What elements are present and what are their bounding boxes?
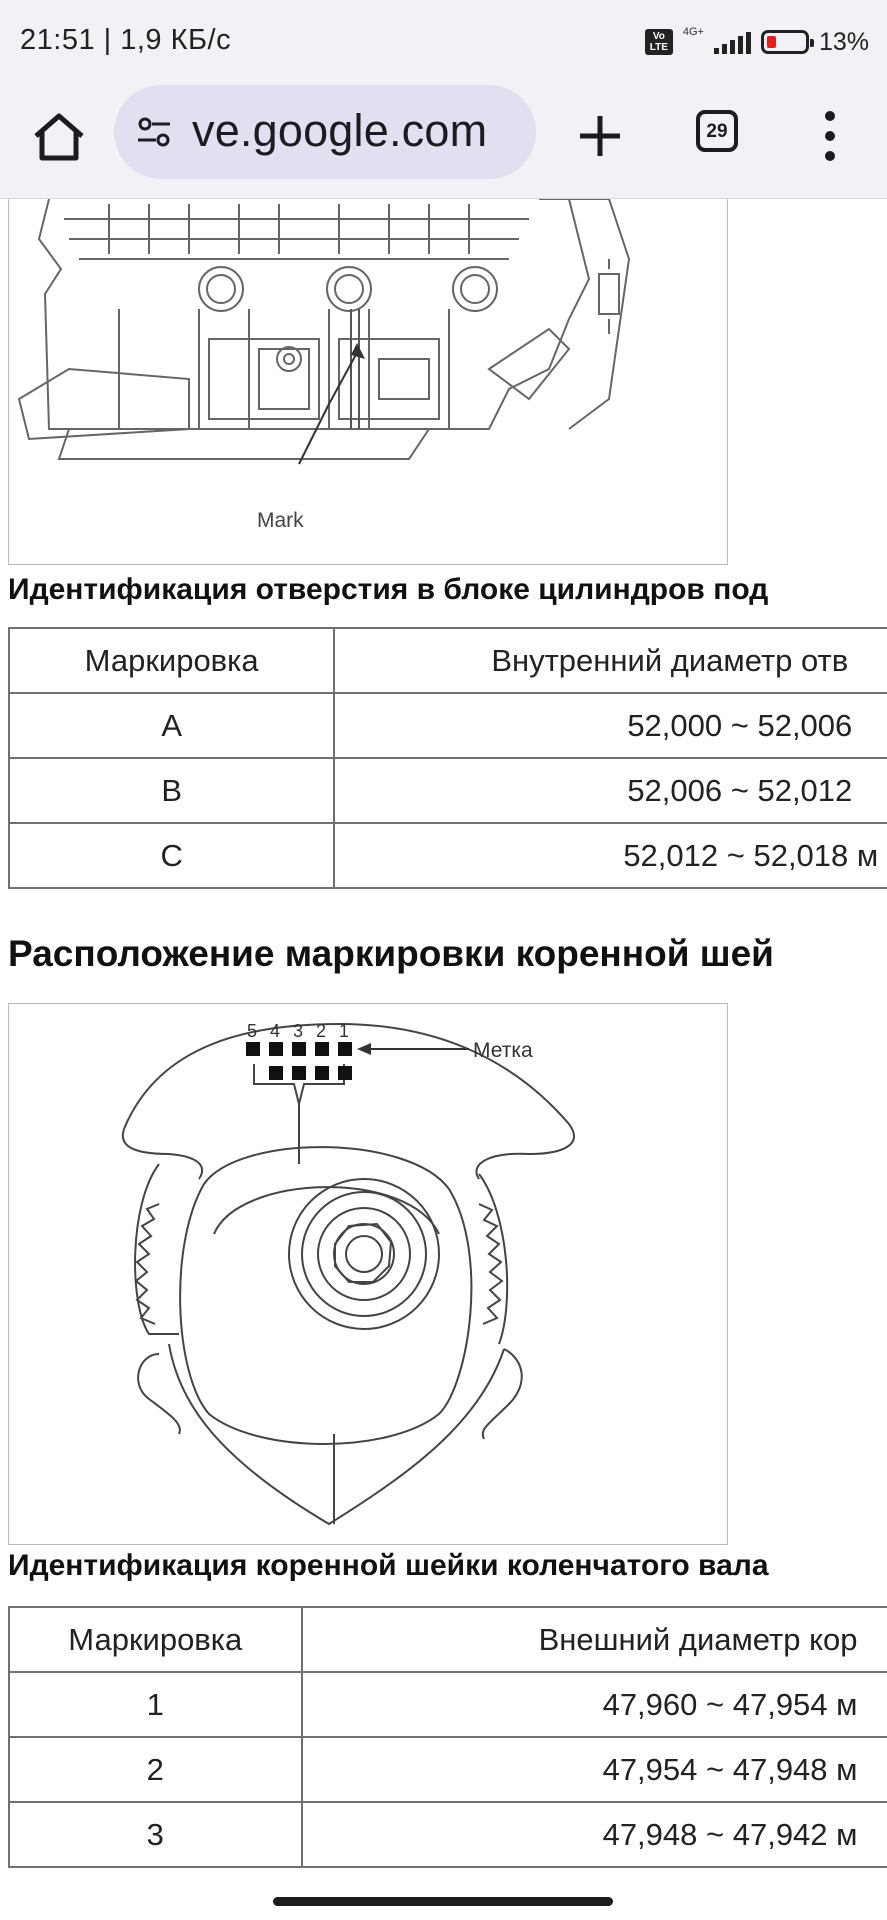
table-cell: 47,948 ~ 47,942 м [302,1802,887,1867]
status-bar [0,0,887,84]
table-cell: 52,000 ~ 52,006 [334,693,887,758]
table1-caption: Идентификация отверстия в блоке цилиндров под [8,573,769,606]
mark-digit: 3 [293,1021,304,1041]
column-header: Внешний диаметр кор [302,1607,887,1672]
table-cell: 2 [9,1737,302,1802]
table-row [9,1672,887,1737]
mark-digit: 4 [270,1021,281,1041]
status-time: 21:51 | 1,9 КБ/с [20,24,232,56]
column-header: Маркировка [9,628,334,693]
status-icons [645,22,869,62]
battery-percent: 13% [818,27,869,56]
column-header: Маркировка [9,1607,302,1672]
new-tab-icon[interactable] [572,108,628,164]
column-header: Внутренний диаметр отв [334,628,887,693]
table-row [9,823,887,888]
address-bar[interactable] [114,85,536,179]
network-type: 4G+ [682,26,704,38]
table-cell: 1 [9,1672,302,1737]
engine-block-drawing [9,199,727,565]
engine-block-diagram [8,199,728,565]
mark-label: Mark [257,509,304,532]
table-header-row [9,1607,887,1672]
home-icon[interactable] [30,108,88,166]
table-cell: C [9,823,334,888]
url-text[interactable]: ve.google.com [192,105,488,156]
gesture-bar[interactable] [273,1897,613,1906]
site-settings-icon[interactable] [136,115,172,149]
crankshaft-drawing [9,1004,727,1544]
tab-switcher-button[interactable]: 29 [696,110,738,152]
table-cell: B [9,758,334,823]
volte-icon: Vo LTE [645,29,673,55]
table2-caption: Идентификация коренной шейки коленчатого вала [8,1549,769,1582]
table-cell: 52,006 ~ 52,012 [334,758,887,823]
signal-icon [714,30,751,54]
more-menu-icon[interactable] [820,106,840,166]
crankshaft-diagram [8,1003,728,1545]
browser-toolbar [0,84,887,199]
section-heading: Расположение маркировки коренной шей [8,933,774,974]
metka-label: Метка [473,1039,533,1062]
table-row [9,1802,887,1867]
mark-digit: 2 [316,1021,327,1041]
page-content [0,199,887,1920]
table-cell: 47,954 ~ 47,948 м [302,1737,887,1802]
table-cell: 47,960 ~ 47,954 м [302,1672,887,1737]
battery-icon [761,30,809,54]
table-row [9,693,887,758]
table-header-row [9,628,887,693]
table-cell: A [9,693,334,758]
crankshaft-journal-table [8,1606,887,1868]
table-cell: 52,012 ~ 52,018 м [334,823,887,888]
table-row [9,758,887,823]
table-row [9,1737,887,1802]
table-cell: 3 [9,1802,302,1867]
cylinder-bore-table [8,627,887,889]
mark-digit: 1 [339,1021,350,1041]
mark-digit: 5 [247,1021,258,1041]
